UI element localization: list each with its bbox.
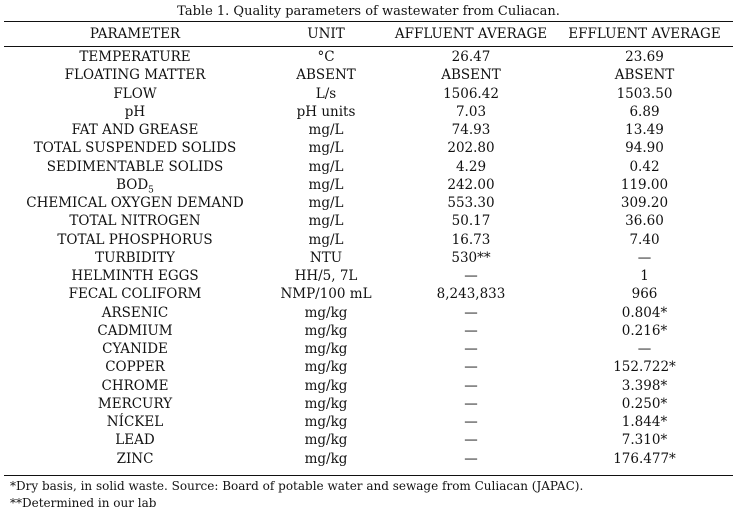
table-row [4, 450, 733, 468]
cell-effluent: 3.398* [621, 377, 668, 394]
cell-parameter: ZINC [116, 450, 154, 467]
cell-effluent: 7.310* [621, 432, 668, 449]
table-row [4, 194, 733, 212]
header-unit: UNIT [307, 26, 345, 42]
cell-parameter: pH [124, 103, 146, 120]
cell-unit: mg/L [308, 122, 344, 138]
table-row [4, 66, 733, 84]
table-row [4, 431, 733, 449]
cell-effluent: 0.804* [621, 304, 668, 321]
cell-parameter: COPPER [105, 359, 165, 376]
table-top-rule [4, 21, 733, 22]
cell-affluent: 7.03 [455, 103, 487, 120]
cell-unit: HH/5, 7L [294, 268, 358, 284]
cell-effluent: 36.60 [625, 213, 664, 230]
table-caption: Table 1. Quality parameters of wastewater from Culiacan. [177, 4, 560, 19]
cell-affluent: — [464, 268, 478, 284]
cell-unit: mg/kg [304, 377, 348, 394]
cell-unit: ABSENT [296, 67, 356, 84]
cell-parameter: LEAD [115, 432, 155, 449]
header-affluent-average: AFFLUENT AVERAGE [394, 26, 548, 42]
table-row [4, 304, 733, 322]
cell-affluent: — [464, 359, 478, 376]
cell-effluent: 966 [631, 286, 658, 303]
cell-unit: mg/L [308, 158, 344, 175]
table-row [4, 358, 733, 376]
cell-affluent: 50.17 [451, 213, 491, 230]
cell-effluent: 13.49 [625, 122, 664, 138]
cell-affluent: 202.80 [447, 140, 495, 157]
cell-parameter: FLOATING MATTER [64, 67, 206, 84]
cell-affluent: — [464, 395, 478, 412]
cell-affluent: — [464, 450, 478, 467]
cell-affluent: 553.30 [447, 195, 495, 211]
cell-effluent: 6.89 [629, 103, 660, 120]
cell-parameter: TURBIDITY [95, 249, 175, 266]
cell-affluent: — [464, 304, 478, 321]
table-bottom-rule [4, 475, 733, 476]
cell-affluent: 4.29 [455, 158, 487, 175]
footnote-dry-basis: *Dry basis, in solid waste. Source: Board of potable water and sewage from Culiacan (JAPAC). [10, 479, 584, 493]
cell-effluent: 7.40 [629, 231, 660, 248]
table-row [4, 413, 733, 431]
table-row [4, 85, 733, 103]
table-row [4, 46, 733, 66]
cell-parameter: HELMINTH EGGS [71, 268, 199, 284]
cell-unit: mg/kg [304, 450, 348, 467]
cell-parameter: SEDIMENTABLE SOLIDS [46, 158, 224, 175]
cell-unit: L/s [315, 85, 337, 102]
bod-subscript: 5 [148, 185, 154, 196]
cell-parameter: TOTAL NITROGEN [69, 213, 201, 230]
table-row [4, 395, 733, 413]
table-row [4, 158, 733, 176]
cell-unit: mg/kg [304, 359, 348, 376]
cell-affluent: 26.47 [451, 49, 491, 65]
table-header-row [4, 23, 733, 46]
table-row [4, 212, 733, 230]
cell-parameter: TEMPERATURE [79, 49, 191, 65]
quality-parameters-table [4, 23, 733, 468]
cell-effluent: 309.20 [620, 195, 669, 211]
cell-parameter: NÍCKEL [106, 414, 164, 430]
cell-effluent: 1503.50 [616, 85, 673, 102]
cell-effluent: 0.250* [621, 395, 668, 412]
cell-unit: NMP/100 mL [280, 286, 372, 303]
table-row [4, 377, 733, 395]
table-row [4, 139, 733, 157]
cell-parameter: CYANIDE [102, 341, 168, 357]
cell-affluent: — [464, 414, 478, 430]
cell-parameter: MERCURY [97, 395, 173, 412]
cell-affluent: 1506.42 [443, 85, 499, 102]
table-row [4, 285, 733, 303]
header-effluent-average: EFFLUENT AVERAGE [568, 26, 721, 42]
cell-effluent: 0.216* [621, 322, 668, 339]
table-row [4, 340, 733, 358]
cell-unit: mg/kg [304, 322, 348, 339]
cell-parameter: ARSENIC [101, 304, 169, 321]
cell-parameter: FECAL COLIFORM [68, 286, 202, 303]
cell-parameter: FAT AND GREASE [71, 122, 199, 138]
cell-effluent: 152.722* [613, 359, 676, 376]
cell-affluent: — [464, 377, 478, 394]
table-row [4, 231, 733, 249]
footnotes [10, 478, 583, 512]
cell-effluent: 119.00 [620, 176, 669, 193]
header-parameter: PARAMETER [89, 26, 181, 42]
cell-effluent: 1.844* [621, 414, 668, 430]
cell-unit: mg/kg [304, 395, 348, 412]
footnote-determined-in-lab: **Determined in our lab [10, 496, 157, 510]
cell-effluent: 176.477* [613, 450, 676, 467]
cell-parameter: TOTAL SUSPENDED SOLIDS [33, 140, 237, 157]
cell-effluent: 23.69 [625, 49, 664, 65]
table-row [4, 322, 733, 340]
table-row [4, 103, 733, 121]
cell-effluent: 94.90 [625, 140, 664, 157]
cell-parameter: $BOD_5$ [116, 176, 154, 196]
cell-effluent: 0.42 [629, 158, 660, 175]
cell-unit: mg/kg [304, 414, 348, 430]
cell-parameter: CHEMICAL OXYGEN DEMAND [26, 195, 244, 211]
cell-parameter: TOTAL PHOSPHORUS [57, 231, 213, 248]
cell-affluent: 74.93 [451, 122, 491, 138]
cell-affluent: 242.00 [447, 176, 495, 193]
cell-unit: mg/L [308, 195, 344, 211]
cell-unit: mg/kg [304, 432, 348, 449]
table-row [4, 176, 733, 194]
table-row [4, 249, 733, 267]
cell-unit: mg/L [308, 231, 344, 248]
cell-parameter: CADMIUM [97, 322, 173, 339]
cell-effluent: ABSENT [614, 67, 675, 84]
cell-affluent: — [464, 432, 478, 449]
cell-effluent: — [637, 249, 652, 266]
cell-affluent: ABSENT [441, 67, 501, 84]
cell-unit: pH units [296, 103, 356, 120]
cell-unit: mg/kg [304, 304, 348, 321]
cell-affluent: 16.73 [451, 231, 491, 248]
table-row [4, 267, 733, 285]
cell-affluent: — [464, 322, 478, 339]
cell-affluent: 530** [451, 249, 491, 266]
cell-parameter: FLOW [113, 85, 157, 102]
cell-effluent: 1 [640, 268, 649, 284]
cell-effluent: — [637, 341, 652, 357]
cell-parameter: CHROME [101, 377, 169, 394]
cell-unit: °C [317, 49, 335, 65]
table-body [4, 46, 733, 468]
table-row [4, 121, 733, 139]
cell-unit: mg/L [308, 140, 344, 157]
cell-unit: mg/kg [304, 341, 348, 357]
cell-unit: mg/L [308, 176, 344, 193]
cell-affluent: 8,243,833 [436, 286, 506, 303]
cell-unit: NTU [309, 249, 343, 266]
cell-affluent: — [464, 341, 478, 357]
cell-unit: mg/L [308, 213, 344, 230]
